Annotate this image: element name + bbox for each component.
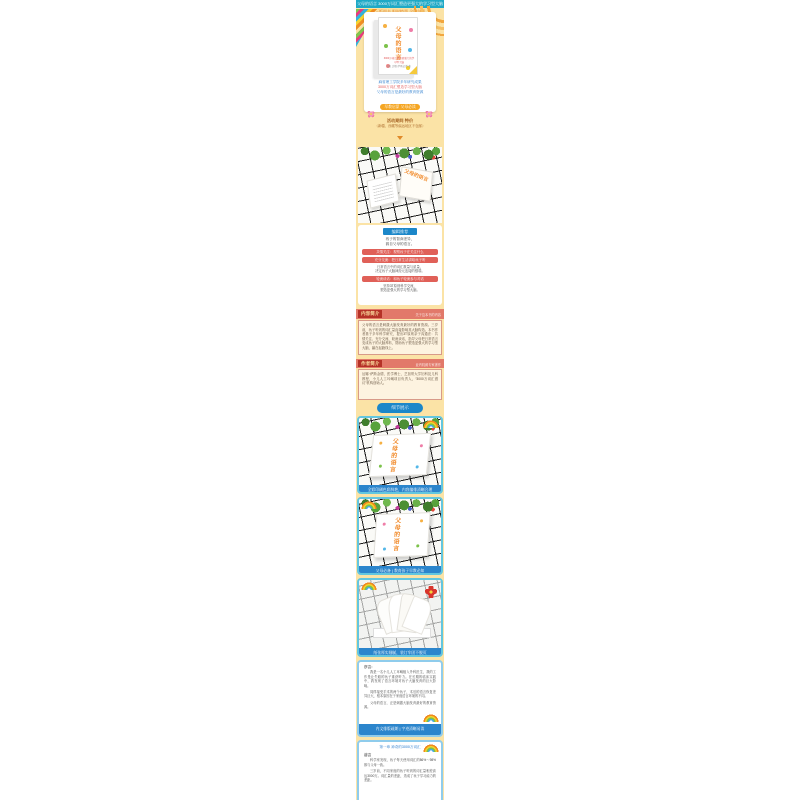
photo-card-1-photo [359, 418, 441, 485]
recommend-end [362, 284, 438, 293]
top-banner: 父母的语言 3000万词汇塑造更强大的学习型大脑 [356, 1, 443, 6]
book-cover [378, 17, 418, 75]
tagline-2: 3000万词汇塑造学习型大脑 [378, 85, 422, 89]
book-subtitle: 3000万词汇塑造更强大的学习型大脑 [383, 57, 415, 64]
photo-card-1 [357, 416, 443, 494]
photo-card-1-book-title: 父母的语言 [387, 438, 398, 474]
recommend-intro-line2: 源自父母的语言。 [385, 241, 415, 246]
highlight-pill: 早教启蒙 父母必读 [380, 104, 419, 110]
recommend-card [358, 225, 442, 305]
back-cover-text-lines [372, 182, 394, 203]
hero-card [364, 12, 436, 112]
author-intro-note: 业内权威专家著作 [415, 362, 441, 367]
content-intro-note: 关于这本书的内容 [415, 313, 441, 317]
product-detail-strip [356, 0, 444, 800]
author-intro-label: 作者简介 [358, 360, 382, 367]
excerpt-caption: 内文排版疏朗 | 字迹清晰易读 [359, 724, 441, 735]
book-back-cover [366, 173, 399, 208]
promo-line2: （新疆、西藏等偏远地区不包邮） [374, 124, 426, 128]
photo-card-2-caption: 父母必备 | 教育孩子早教必知 [359, 566, 441, 575]
cover-dot-icon [384, 44, 388, 48]
rainbow-icon [423, 714, 439, 722]
excerpt-para-2: 同样接受手术的两个孩子，术后的语言恢复差异巨大，根本原因在于家庭语言环境的不同。 [364, 690, 436, 699]
photo-card-1-caption: 全彩印刷色彩鲜艳，内容编排清晰合理 [359, 485, 441, 494]
book-front-cover [399, 166, 433, 202]
recommend-bar-2: 充分交流：把日常生活讲给孩子听 [362, 257, 438, 263]
excerpt-body [359, 662, 441, 715]
photo-card-3 [357, 578, 443, 657]
content-intro-header [356, 309, 444, 319]
plants-decoration [358, 147, 442, 161]
hero-taglines [366, 80, 434, 113]
book-title: 父母的语言 [394, 26, 400, 61]
photo-card-3-photo [359, 580, 441, 648]
tagline-1: 麻省理工学院多年研究成果 [378, 80, 422, 84]
preface-para-2: 三岁前，不同家庭的孩子听到的词汇量相差高达3000万。词汇量的差距，造成了孩子学习能力的差距。 [364, 769, 436, 783]
excerpt-para-3: 父母的语言，正是刺激大脑发育最好的教育资源。 [364, 700, 436, 710]
details-pill: 细节展示 [377, 403, 423, 413]
recommend-badge: 编辑推荐 [383, 228, 417, 235]
excerpt-card [357, 660, 443, 737]
content-intro-text: 父母的语言是刺激大脑发育最好的教育资源。三岁前，孩子听到的词汇量直接影响其大脑构造。本书作者基于多年科学研究，提出3T原则亲子沟通法：共情关注、充分交流、轮流谈话，指导父母把日常语言变成孩子的大脑养料，帮助孩子塑造更强大的学习型大脑，赢在起跑线上。 [358, 320, 442, 355]
cover-dot-icon [409, 28, 413, 32]
preface-body [359, 750, 441, 787]
recommend-mid-line1: 日常语言中的词汇数量与质量， [376, 264, 424, 269]
open-book-photo [368, 169, 432, 209]
corner-badge-icon [409, 66, 417, 74]
recommend-intro-line1: 孩子的智商差异， [385, 237, 415, 241]
flower-icon [367, 110, 375, 118]
recommend-mid-line2: 决定孩子大脑神经元连接的强弱。 [375, 269, 425, 274]
photo-card-3-caption: 纸张厚实细腻，装订牢固不脱页 [359, 648, 441, 657]
recommend-end-line2: 塑造更强大的学习型大脑。 [380, 288, 420, 293]
main-product-photo [358, 147, 442, 223]
photo-card-2-book-title: 父母的语言 [391, 517, 400, 553]
chevron-down-icon [397, 136, 403, 140]
cover-dot-icon [383, 24, 387, 28]
author-intro-text: 达娜·萨斯金德，医学博士，芝加哥大学妇科及儿科教授，小儿人工耳蜗项目负责人，“3000万词汇倡议”机构创始人。 [358, 369, 442, 400]
content-intro-label: 内容简介 [358, 310, 382, 318]
propped-book-cover [373, 512, 430, 558]
excerpt-lead: 序言： [364, 665, 375, 669]
recommend-bar-1: 共情关注：观察孩子在关注什么 [362, 249, 438, 255]
preface-lead: 前言 [364, 753, 372, 757]
recommend-mid [362, 265, 438, 274]
recommend-bar-3: 轮流谈话：和孩子轮流参与对话 [362, 276, 438, 282]
book-author: [美] 达娜·萨斯金德 著 [387, 65, 411, 68]
photo-card-2-photo [359, 499, 441, 566]
author-intro-header [356, 359, 444, 368]
flat-book-cover [369, 433, 431, 477]
promo-text [356, 118, 444, 129]
fanned-book [373, 594, 431, 638]
preface-para-1: 科学家发现，孩子每天使用词汇的86%～98%都与父母一致。 [364, 758, 436, 767]
recommend-intro [362, 237, 438, 247]
recommend-end-line1: 坚持3T原则科学交流， [383, 283, 417, 288]
photo-card-2 [357, 497, 443, 575]
flower-icon [425, 110, 433, 118]
photo-book-title: 父母的语言 [403, 168, 429, 184]
excerpt-para-1: 我是一名小儿人工耳蜗植入外科医生，我的工作是让失聪的孩子重获听力。在长期的临床实践中，我发现了语言环境对孩子大脑发育的巨大影响。 [364, 670, 436, 688]
preface-top-line: 第一章 神奇的3000万词汇 [379, 745, 421, 749]
tagline-3: 父母的语言是最好的教育资源 [376, 90, 424, 94]
cover-dot-icon [408, 48, 412, 52]
promo-line1: 活动期间 特价 [386, 118, 414, 123]
preface-card [357, 740, 443, 800]
